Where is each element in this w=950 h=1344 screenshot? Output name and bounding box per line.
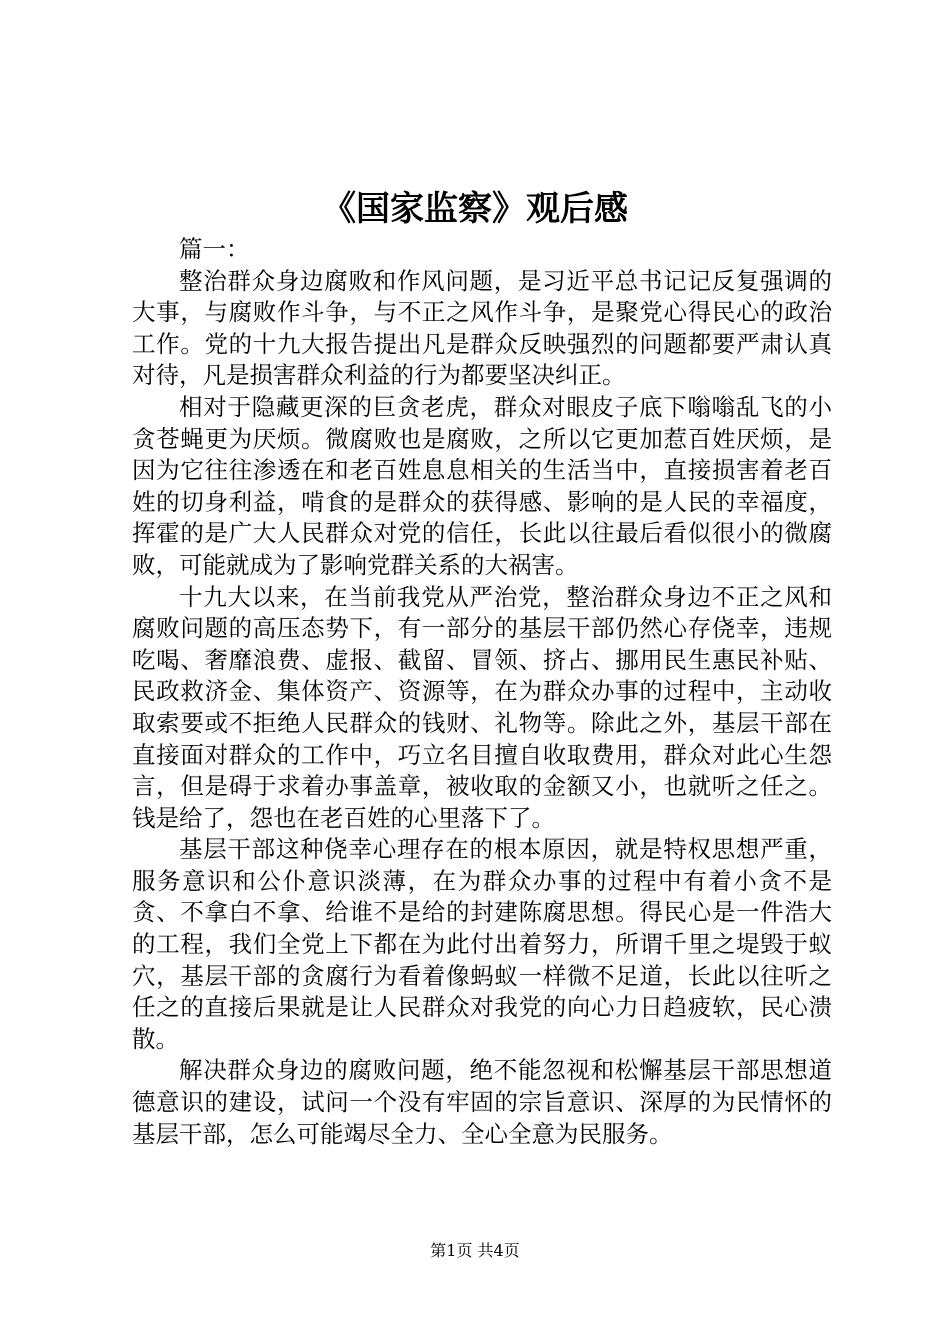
- paragraph-5: 解决群众身边的腐败问题，绝不能忽视和松懈基层干部思想道德意识的建设，试问一个没有牢固的宗旨意识、深厚的为民情怀的基层干部，怎么可能竭尽全力、全心全意为民服务。: [132, 1056, 832, 1148]
- document-title: 《国家监察》观后感: [322, 189, 628, 229]
- page-footer: 第1页 共4页: [430, 1241, 520, 1260]
- paragraph-3: 十九大以来，在当前我党从严治党，整治群众身边不正之风和腐败问题的高压态势下，有一部分的基层干部仍然心存侥幸，违规吃喝、奢靡浪费、虚报、截留、冒领、挤占、挪用民生惠民补贴、民政救济金、集体资产、资源等，在为群众办事的过程中，主动收取索要或不拒绝人民群众的钱财、礼物等。除此之外，基层干部在直接面对群众的工作中，巧立名目擅自收取费用，群众对此心生怨言，但是碍于求着办事盖章，被收取的金额又小，也就听之任之。钱是给了，怨也在老百姓的心里落下了。: [132, 582, 832, 832]
- paragraph-2: 相对于隐藏更深的巨贪老虎，群众对眼皮子底下嗡嗡乱飞的小贪苍蝇更为厌烦。微腐败也是腐败，之所以它更加惹百姓厌烦，是因为它往往渗透在和老百姓息息相关的生活当中，直接损害着老百姓的切身利益，啃食的是群众的获得感、影响的是人民的幸福度，挥霍的是广大人民群众对党的信任，长此以往最后看似很小的微腐败，可能就成为了影响党群关系的大祸害。: [132, 392, 832, 579]
- paragraph-1: 整治群众身边腐败和作风问题，是习近平总书记记反复强调的大事，与腐败作斗争，与不正之风作斗争，是聚党心得民心的政治工作。党的十九大报告提出凡是群众反映强烈的问题都要严肃认真对待，凡是损害群众利益的行为都要坚决纠正。: [132, 266, 832, 390]
- paragraph-4: 基层干部这种侥幸心理存在的根本原因，就是特权思想严重，服务意识和公仆意识淡薄，在为群众办事的过程中有着小贪不是贪、不拿白不拿、给谁不是给的封建陈腐思想。得民心是一件浩大的工程，我们全党上下都在为此付出着努力，所谓千里之堤毁于蚁穴，基层干部的贪腐行为看着像蚂蚁一样微不足道，长此以往听之任之的直接后果就是让人民群众对我党的向心力日趋疲软，民心溃散。: [132, 835, 832, 1053]
- document-body: [132, 234, 832, 1150]
- section-label: 篇一：: [179, 235, 250, 263]
